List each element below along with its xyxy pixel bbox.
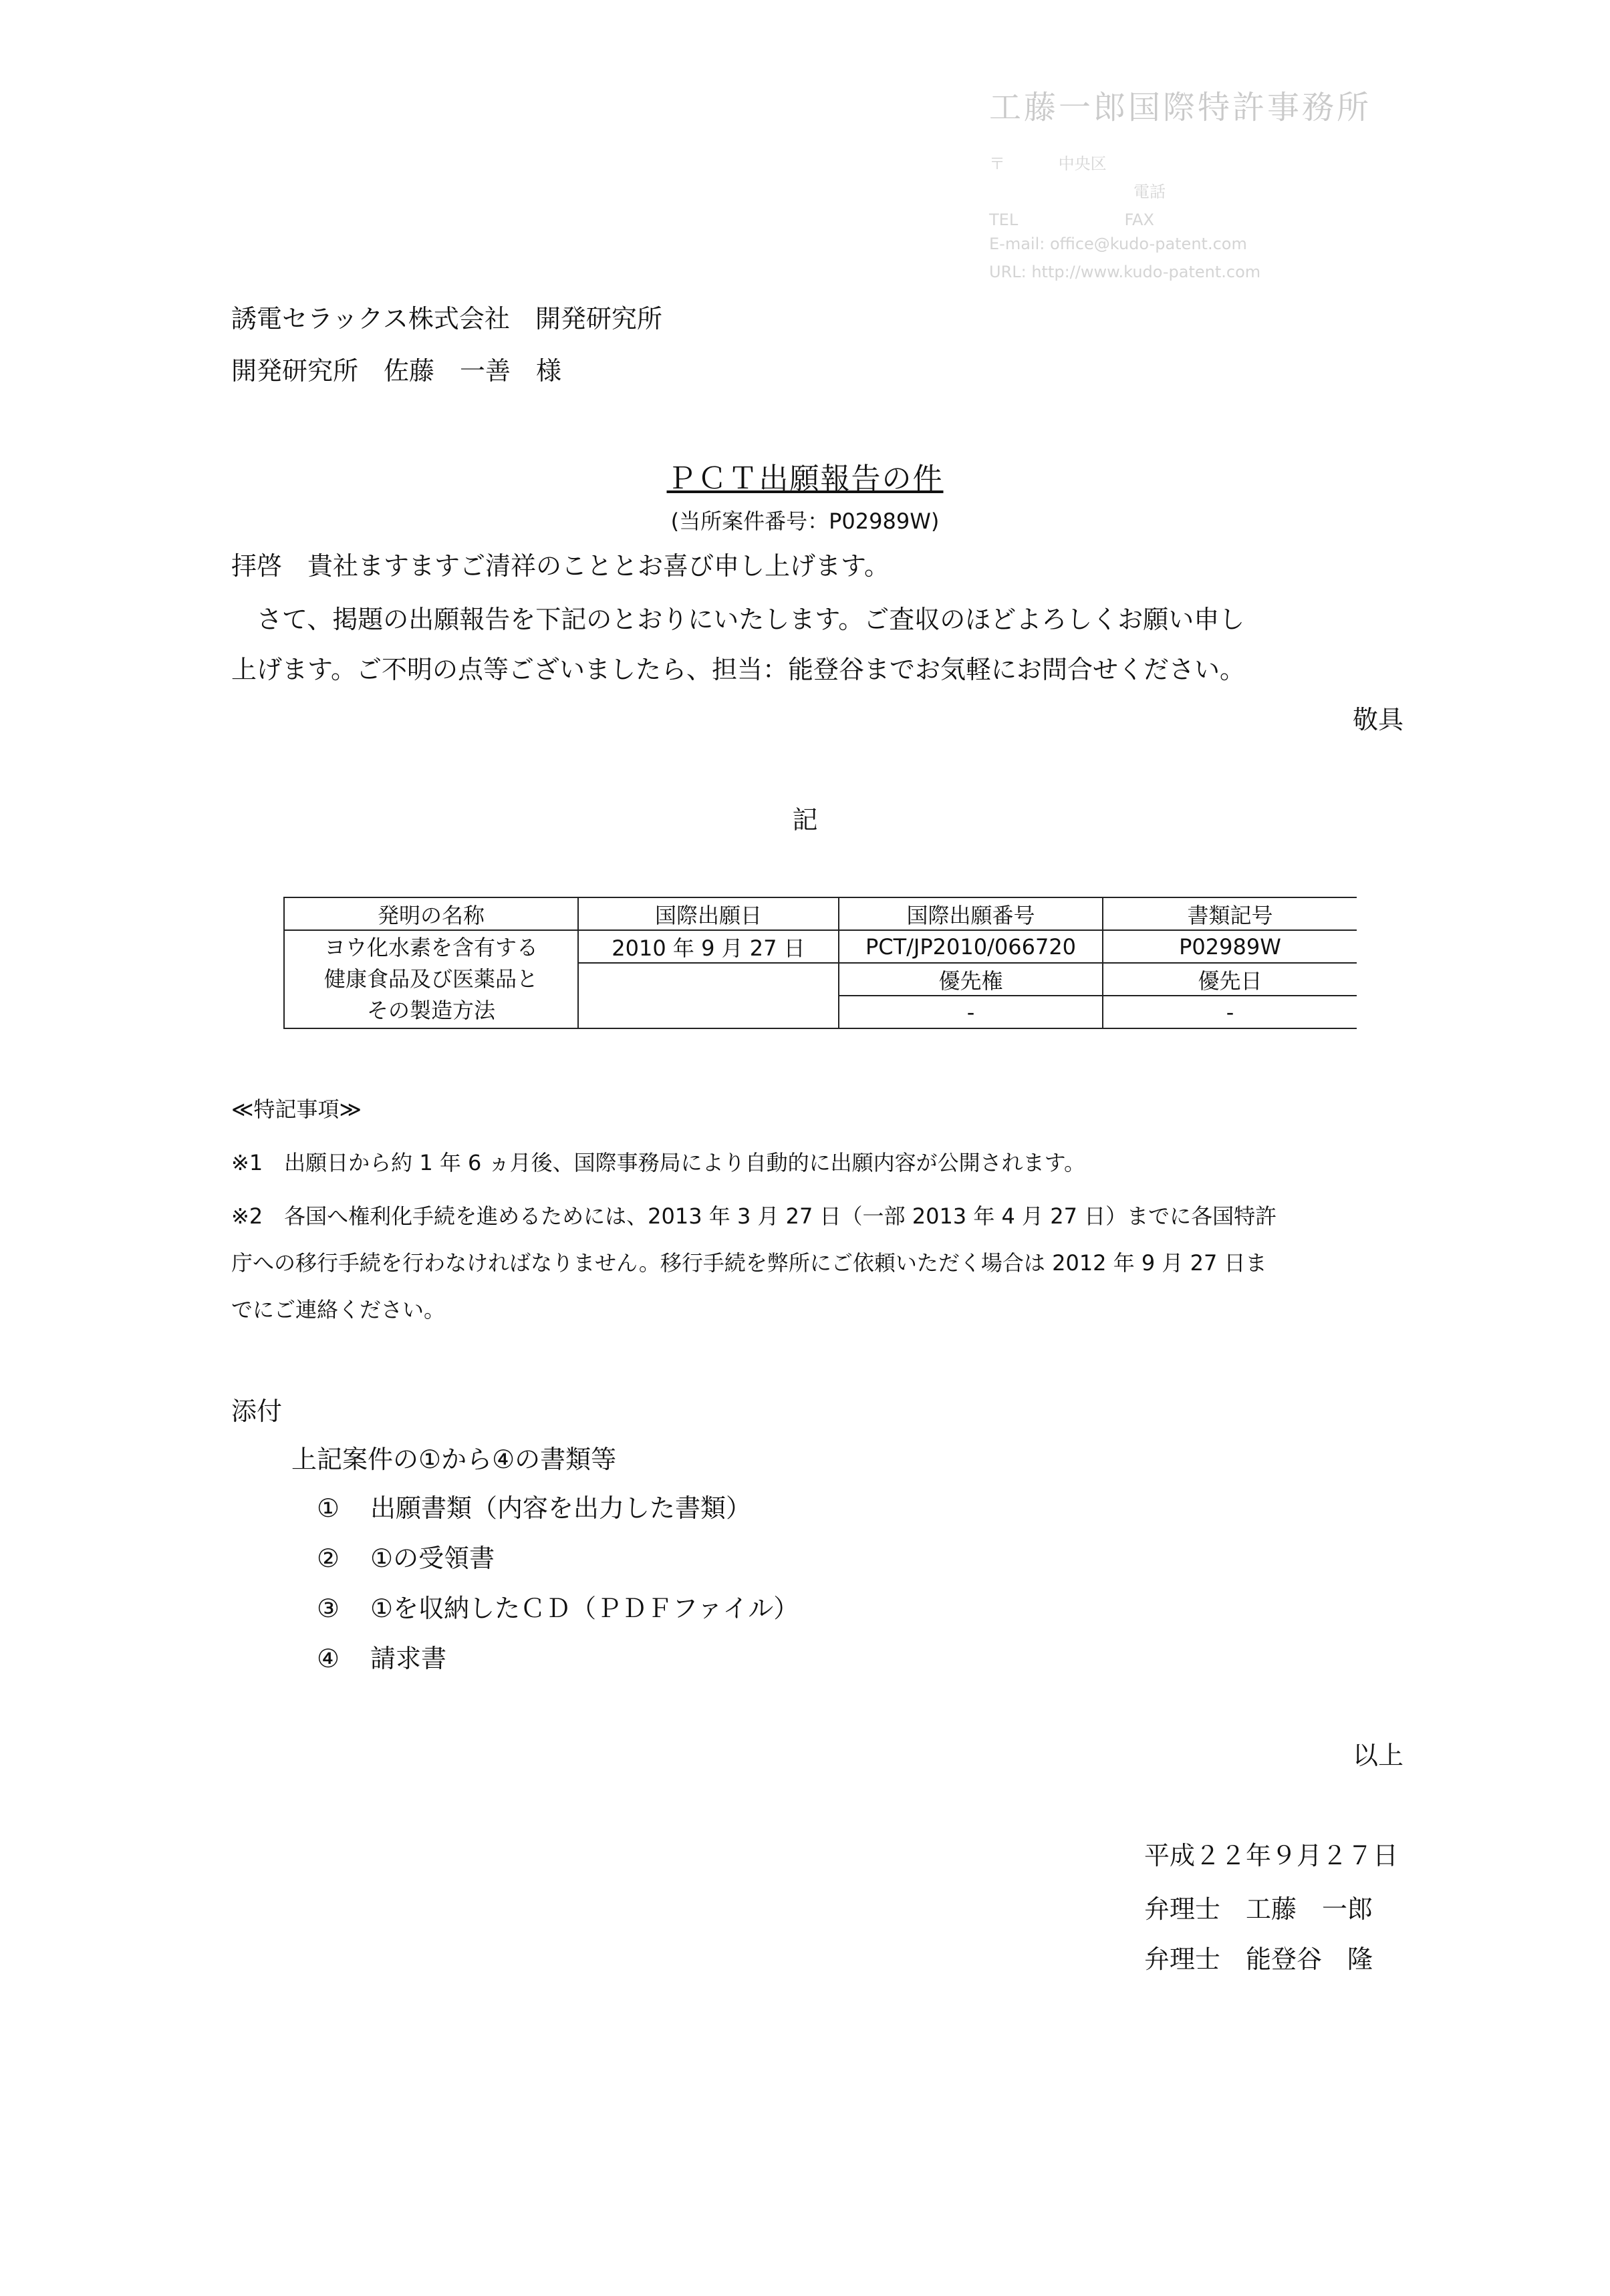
letterhead-firm: 工藤一郎国際特許事務所 xyxy=(989,89,1372,126)
body-line: さて、掲題の出願報告を下記のとおりにいたします。ご査収のほどよろしくお願い申し xyxy=(231,605,1245,634)
closing: 敬具 xyxy=(1352,705,1403,734)
invention-table xyxy=(283,897,1357,1029)
attachment-number: ④ xyxy=(317,1644,340,1673)
note-item: ※1 出願日から約 1 年 6 ヵ月後、国際事務局により自動的に出願内容が公開されます。 xyxy=(231,1150,1086,1175)
signer: 弁理士 工藤 一郎 xyxy=(1144,1894,1373,1924)
letterhead-line: 電話 xyxy=(989,182,1235,201)
table-row xyxy=(284,897,1357,930)
table-header: 優先権 xyxy=(839,963,1103,996)
attachment-text: 出願書類（内容を出力した書類） xyxy=(370,1493,752,1523)
note-item: でにご連絡ください。 xyxy=(231,1297,446,1322)
attachments-intro: 上記案件の①から④の書類等 xyxy=(291,1445,617,1474)
letterhead-line: TEL FAX xyxy=(989,210,1192,229)
invention-name-line: その製造方法 xyxy=(366,998,495,1023)
attachment-item xyxy=(317,1493,751,1524)
attachment-number: ② xyxy=(317,1544,340,1573)
attachment-item xyxy=(317,1644,446,1675)
letterhead-line: E-mail: office@kudo-patent.com xyxy=(989,235,1247,253)
attachment-item xyxy=(317,1594,799,1624)
attachment-text: ①を収納したＣＤ（ＰＤＦファイル） xyxy=(370,1594,799,1623)
ijo: 以上 xyxy=(1352,1741,1403,1770)
table-header: 国際出願日 xyxy=(578,897,839,930)
invention-name-cell xyxy=(284,930,578,1028)
table-header: 国際出願番号 xyxy=(839,897,1103,930)
body-line: 上げます。ご不明の点等ございましたら、担当：能登谷までお気軽にお問合せください。 xyxy=(231,655,1245,684)
table-row xyxy=(284,930,1357,963)
addressee-company: 誘電セラックス株式会社 開発研究所 xyxy=(231,304,662,333)
greeting: 拝啓 貴社ますますご清祥のこととお喜び申し上げます。 xyxy=(231,551,890,581)
table-header: 書類記号 xyxy=(1103,897,1357,930)
invention-name-line: ヨウ化水素を含有する xyxy=(323,935,538,960)
table-header: 優先日 xyxy=(1103,963,1357,996)
letter-date: 平成２２年９月２７日 xyxy=(1144,1841,1399,1870)
empty-cell xyxy=(578,963,839,1028)
attachment-number: ① xyxy=(317,1493,340,1523)
notes-heading: ≪特記事項≫ xyxy=(231,1097,362,1122)
table-header: 発明の名称 xyxy=(284,897,578,930)
document-code: P02989W xyxy=(1103,930,1357,963)
priority-date-value: - xyxy=(1103,996,1357,1028)
attachment-number: ③ xyxy=(317,1594,340,1623)
signer: 弁理士 能登谷 隆 xyxy=(1144,1945,1373,1974)
filing-date: 2010 年 9 月 27 日 xyxy=(578,930,839,963)
attachment-text: ①の受領書 xyxy=(370,1544,495,1573)
invention-name-line: 健康食品及び医薬品と xyxy=(323,966,538,992)
letterhead-line: 〒 中央区 xyxy=(989,154,1197,173)
application-number: PCT/JP2010/066720 xyxy=(839,930,1103,963)
attachments-heading: 添付 xyxy=(231,1397,283,1426)
priority-value: - xyxy=(839,996,1103,1028)
addressee-person: 開発研究所 佐藤 一善 様 xyxy=(231,356,562,386)
note-item: ※2 各国へ権利化手続を進めるためには、2013 年 3 月 27 日（一部 2013 年 4 月 27 日）までに各国特許 xyxy=(231,1203,1277,1229)
letterhead-line: URL: http://www.kudo-patent.com xyxy=(989,263,1261,281)
attachment-item xyxy=(317,1544,495,1574)
ki-heading: 記 xyxy=(792,805,818,835)
case-number: (当所案件番号：P02989W) xyxy=(670,509,940,534)
note-item: 庁への移行手続を行わなければなりません。移行手続を弊所にご依頼いただく場合は 2012 年 9 月 27 日ま xyxy=(231,1250,1267,1276)
attachment-text: 請求書 xyxy=(370,1644,447,1673)
page-title: ＰＣＴ出願報告の件 xyxy=(666,462,944,496)
